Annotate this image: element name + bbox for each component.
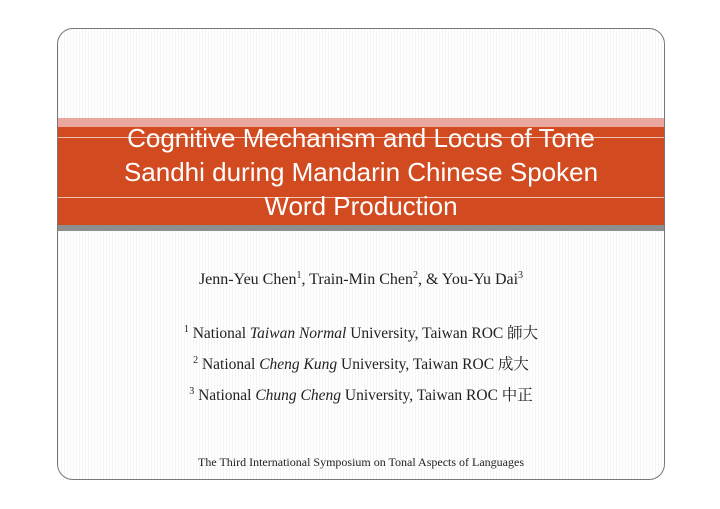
author-name: Train-Min Chen [309,271,414,288]
affiliation-suffix: University, Taiwan ROC [346,325,508,342]
title-line-1: Cognitive Mechanism and Locus of Tone [127,123,595,153]
affiliation-number: 2 [193,355,199,366]
affiliation-line [58,383,664,405]
affiliation-prefix: National [198,387,256,404]
affiliation-number: 1 [183,324,189,335]
affiliation-chinese-abbr: 師大 [507,325,539,342]
author-separator: , & [418,271,442,288]
author-affiliation-marker: 2 [413,270,419,281]
affiliation-chinese-abbr: 中正 [501,387,533,404]
affiliation-number: 3 [189,386,195,397]
affiliation-prefix: National [192,325,250,342]
affiliation-institution: Chung Cheng [255,387,341,404]
affiliation-suffix: University, Taiwan ROC [341,387,502,404]
affiliation-institution: Taiwan Normal [249,325,347,342]
author-name: You-Yu Dai [441,271,519,288]
author-affiliation-marker: 1 [296,270,302,281]
affiliation-institution: Cheng Kung [259,356,338,373]
title-line-3: Word Production [264,191,458,221]
affiliation-line [58,321,664,343]
author-list [58,271,664,289]
title-line-2: Sandhi during Mandarin Chinese Spoken [123,157,599,187]
affiliation-chinese-abbr: 成大 [497,356,529,373]
author-name: Jenn-Yeu Chen [198,271,297,288]
slide-title [58,121,664,223]
author-separator: , [301,271,310,288]
slide [57,28,665,480]
affiliation-line [58,352,664,374]
affiliation-prefix: National [201,356,260,373]
conference-footer: The Third International Symposium on Tonal Aspects of Languages [198,455,524,469]
author-affiliation-marker: 3 [518,270,524,281]
affiliation-suffix: University, Taiwan ROC [337,356,498,373]
